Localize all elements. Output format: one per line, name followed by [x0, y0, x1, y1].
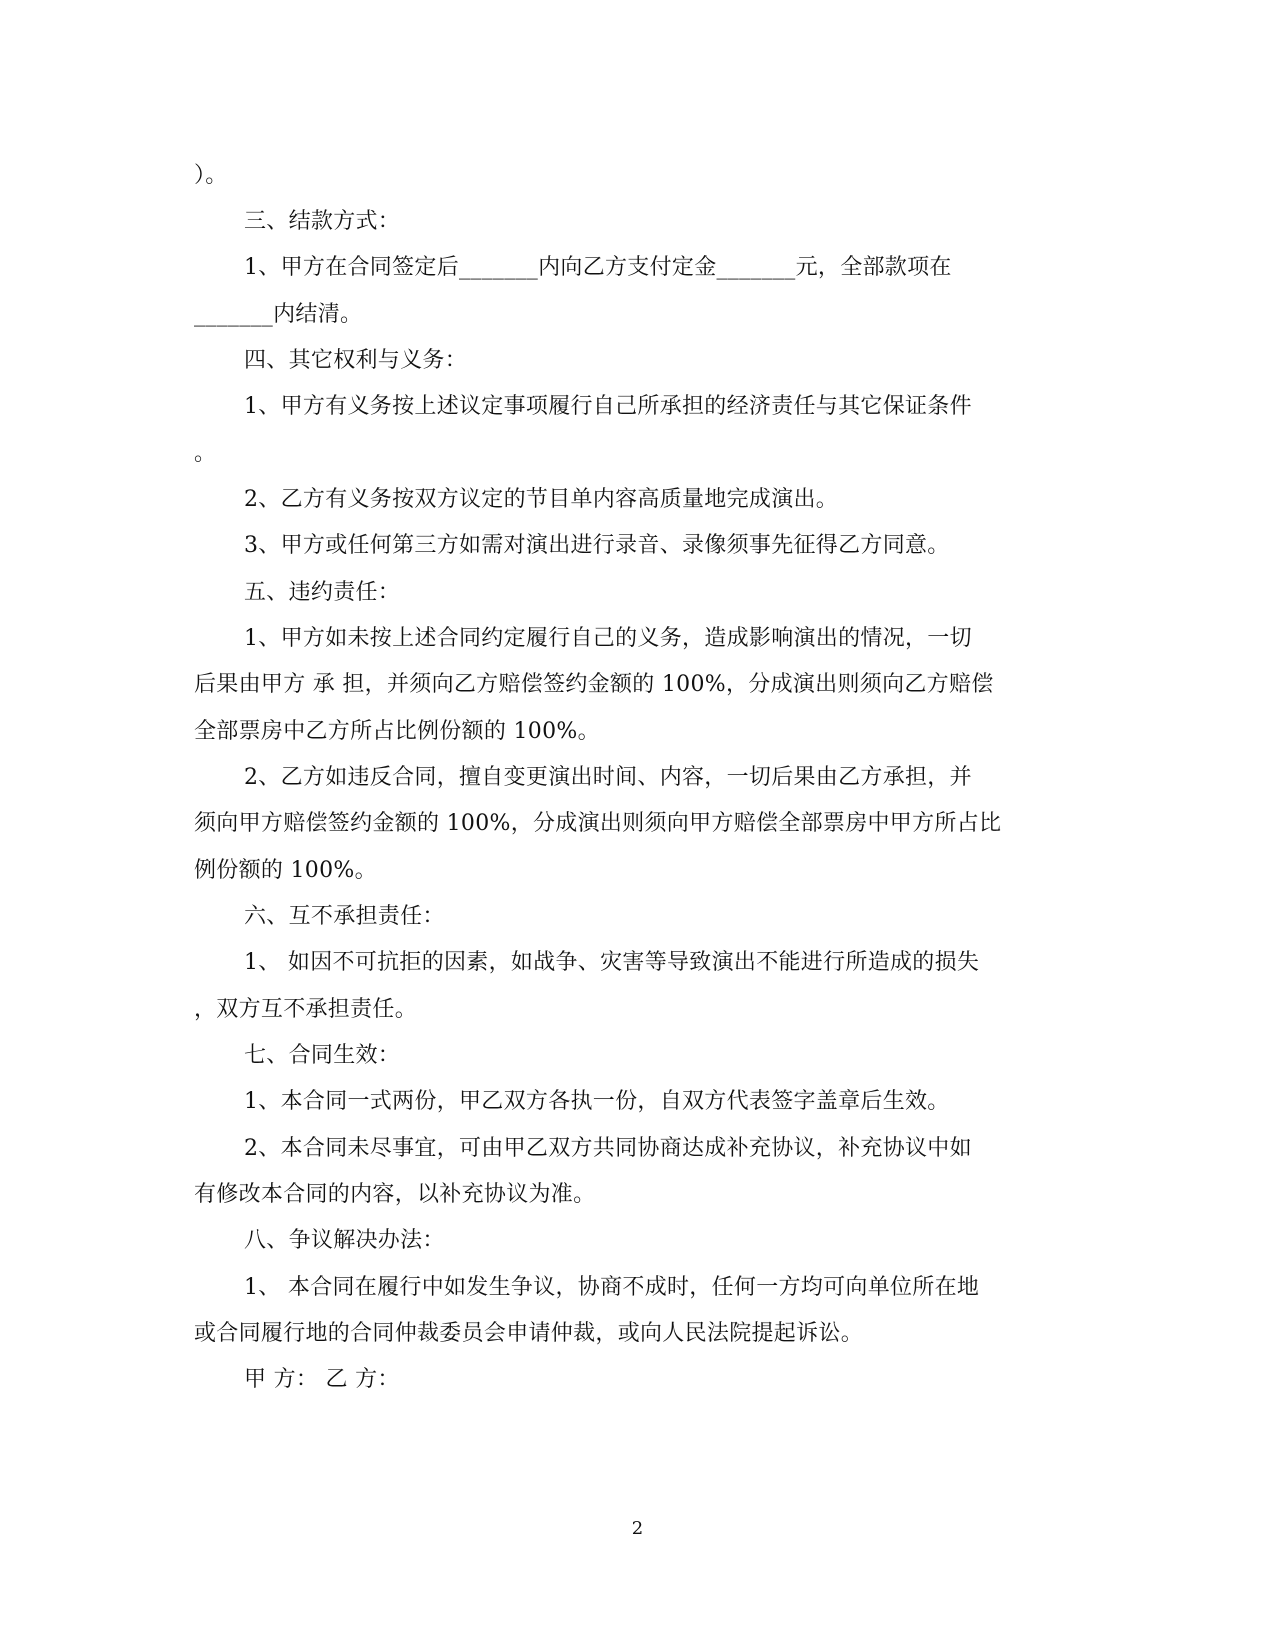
text-line: 3、甲方或任何第三方如需对演出进行录音、录像须事先征得乙方同意。 [244, 533, 950, 558]
text-line: 1、 如因不可抗拒的因素，如战争、灾害等导致演出不能进行所造成的损失 [244, 950, 980, 975]
text-line: 例份额的 100%。 [194, 858, 377, 883]
text-line: 须向甲方赔偿签约金额的 100%，分成演出则须向甲方赔偿全部票房中甲方所占比 [194, 811, 1002, 836]
text-line: 1、本合同一式两份，甲乙双方各执一份，自双方代表签字盖章后生效。 [244, 1089, 950, 1114]
text-line: 1、甲方有义务按上述议定事项履行自己所承担的经济责任与其它保证条件 [244, 394, 972, 419]
section-heading: 五、违约责任： [244, 580, 401, 605]
text-line: 全部票房中乙方所占比例份额的 100%。 [194, 719, 600, 744]
text-line: 1、甲方在合同签定后_______内向乙方支付定金_______元，全部款项在 [244, 255, 952, 280]
section-heading: 七、合同生效： [244, 1043, 401, 1068]
text-line: 后果由甲方 承 担，并须向乙方赔偿签约金额的 100%，分成演出则须向乙方赔偿 [194, 672, 994, 697]
section-heading: 八、争议解决办法： [244, 1228, 445, 1253]
section-heading: 六、互不承担责任： [244, 904, 445, 929]
text-line: ，双方互不承担责任。 [194, 997, 418, 1022]
text-line: ）。 [194, 163, 228, 188]
text-line: 。 [194, 441, 217, 466]
text-line: 有修改本合同的内容，以补充协议为准。 [194, 1182, 596, 1207]
section-heading: 四、其它权利与义务： [244, 348, 468, 373]
signature-line: 甲 方： 乙 方： [244, 1367, 400, 1392]
text-line: 或合同履行地的合同仲裁委员会申请仲裁，或向人民法院提起诉讼。 [194, 1321, 864, 1346]
text-line: _______内结清。 [194, 302, 363, 327]
page-number: 2 [631, 1518, 644, 1539]
text-line: 1、甲方如未按上述合同约定履行自己的义务，造成影响演出的情况，一切 [244, 626, 972, 651]
text-line: 1、 本合同在履行中如发生争议，协商不成时，任何一方均可向单位所在地 [244, 1275, 980, 1300]
section-heading: 三、结款方式： [244, 209, 401, 234]
text-line: 2、乙方如违反合同，擅自变更演出时间、内容，一切后果由乙方承担，并 [244, 765, 972, 790]
text-line: 2、乙方有义务按双方议定的节目单内容高质量地完成演出。 [244, 487, 839, 512]
text-line: 2、本合同未尽事宜，可由甲乙双方共同协商达成补充协议，补充协议中如 [244, 1136, 972, 1161]
